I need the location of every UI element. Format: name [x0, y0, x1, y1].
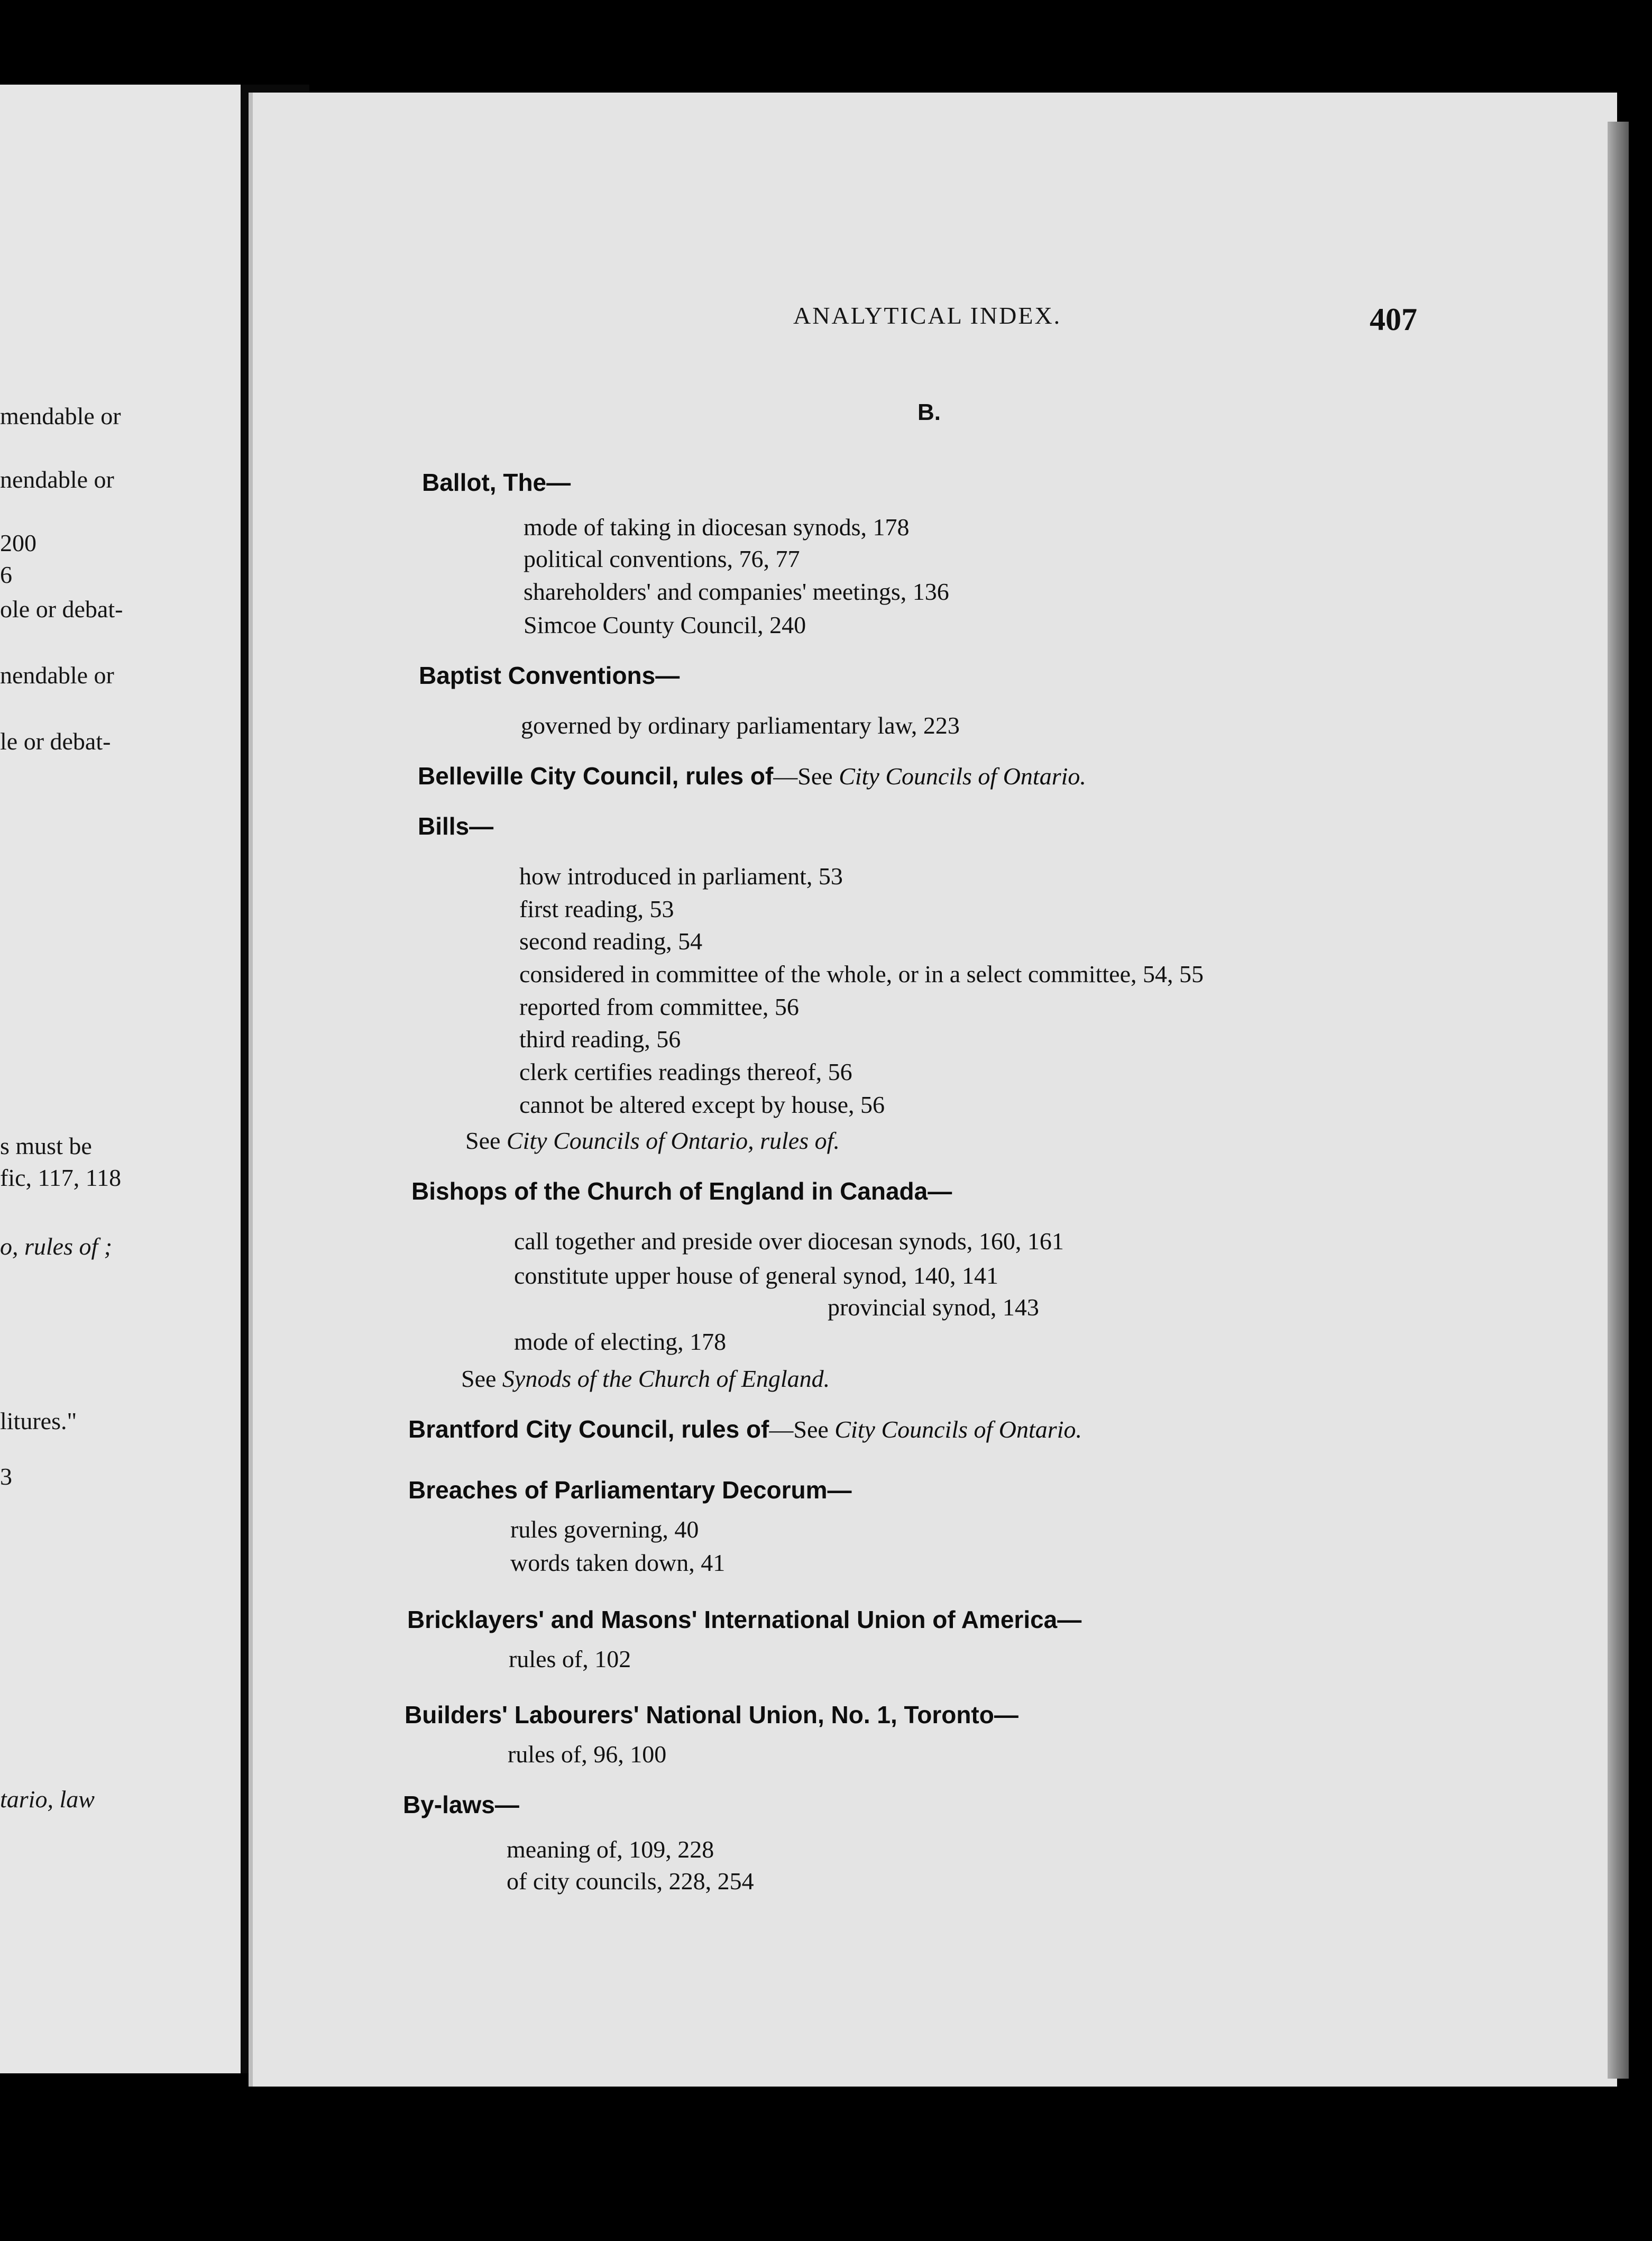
- left-page-line: 200: [0, 529, 36, 556]
- entry-subitem: call together and preside over diocesan synods, 160, 161: [514, 1228, 1064, 1255]
- entry-subitem: meaning of, 109, 228: [507, 1836, 714, 1863]
- entry-subitem: constitute upper house of general synod, 140, 141: [514, 1262, 998, 1289]
- see-text: See: [465, 1127, 507, 1154]
- see-also-line: [465, 1127, 840, 1155]
- cross-reference: Synods of the Church of England.: [502, 1365, 830, 1392]
- left-page-line: 3: [0, 1463, 12, 1490]
- entry-subitem: provincial synod, 143: [828, 1294, 1039, 1321]
- entry-subitem: clerk certifies readings thereof, 56: [519, 1058, 852, 1085]
- entry-subitem: considered in committee of the whole, or in a select committee, 54, 55: [519, 961, 1204, 987]
- left-page-line: mendable or: [0, 403, 121, 429]
- running-head: ANALYTICAL INDEX.: [793, 302, 1062, 329]
- cross-reference: City Councils of Ontario.: [834, 1416, 1082, 1443]
- entry-subitem: rules of, 96, 100: [508, 1741, 667, 1768]
- page-edge: [1608, 122, 1629, 2079]
- entry-subitem: words taken down, 41: [510, 1549, 726, 1576]
- section-letter: B.: [917, 399, 941, 425]
- see-text: —See: [769, 1416, 835, 1443]
- left-page-line: tario, law: [0, 1786, 95, 1813]
- left-page-line: o, rules of ;: [0, 1233, 113, 1260]
- entry-heading: Bishops of the Church of England in Canada—: [411, 1177, 952, 1205]
- entry-heading: [418, 762, 1086, 790]
- left-page-line: nendable or: [0, 466, 114, 493]
- entry-subitem: rules governing, 40: [510, 1516, 699, 1543]
- see-also-line: [461, 1365, 830, 1393]
- entry-subitem: rules of, 102: [509, 1645, 631, 1672]
- entry-heading: Bills—: [418, 812, 494, 840]
- entry-heading: Bricklayers' and Masons' International Union of America—: [407, 1606, 1082, 1633]
- entry-subitem: how introduced in parliament, 53: [519, 863, 843, 890]
- entry-heading: [408, 1415, 1082, 1443]
- entry-subitem: mode of electing, 178: [514, 1328, 727, 1355]
- left-page-line: fic, 117, 118: [0, 1164, 122, 1191]
- see-text: —See: [773, 763, 839, 790]
- entry-heading: Baptist Conventions—: [419, 662, 680, 689]
- entry-subitem: second reading, 54: [519, 928, 703, 955]
- entry-subitem: cannot be altered except by house, 56: [519, 1091, 885, 1118]
- index-page: [249, 93, 1617, 2087]
- page-number: 407: [1370, 302, 1417, 337]
- left-page-line: litures.": [0, 1407, 77, 1434]
- see-text: See: [461, 1365, 502, 1392]
- entry-heading: By-laws—: [403, 1791, 519, 1818]
- cross-reference: City Councils of Ontario, rules of.: [506, 1127, 840, 1154]
- entry-heading: Builders' Labourers' National Union, No. 1, Toronto—: [405, 1701, 1018, 1728]
- entry-heading-text: Belleville City Council, rules of: [418, 762, 774, 790]
- cross-reference: City Councils of Ontario.: [839, 763, 1086, 790]
- entry-subitem: shareholders' and companies' meetings, 136: [524, 578, 949, 605]
- left-page-line: 6: [0, 561, 12, 588]
- left-page-line: ole or debat-: [0, 596, 123, 623]
- entry-subitem: third reading, 56: [519, 1026, 681, 1053]
- entry-subitem: Simcoe County Council, 240: [524, 611, 806, 638]
- left-facing-page: [0, 85, 241, 2073]
- entry-subitem: mode of taking in diocesan synods, 178: [524, 514, 910, 541]
- entry-subitem: political conventions, 76, 77: [524, 545, 800, 572]
- entry-heading: Breaches of Parliamentary Decorum—: [408, 1476, 852, 1504]
- left-page-line: nendable or: [0, 662, 114, 689]
- entry-subitem: governed by ordinary parliamentary law, 223: [521, 712, 960, 739]
- entry-subitem: of city councils, 228, 254: [507, 1868, 754, 1895]
- entry-heading: Ballot, The—: [422, 469, 571, 496]
- entry-heading-text: Brantford City Council, rules of: [408, 1415, 769, 1443]
- left-page-line: le or debat-: [0, 728, 111, 755]
- entry-subitem: reported from committee, 56: [519, 993, 799, 1020]
- entry-subitem: first reading, 53: [519, 895, 674, 922]
- left-page-line: s must be: [0, 1132, 92, 1159]
